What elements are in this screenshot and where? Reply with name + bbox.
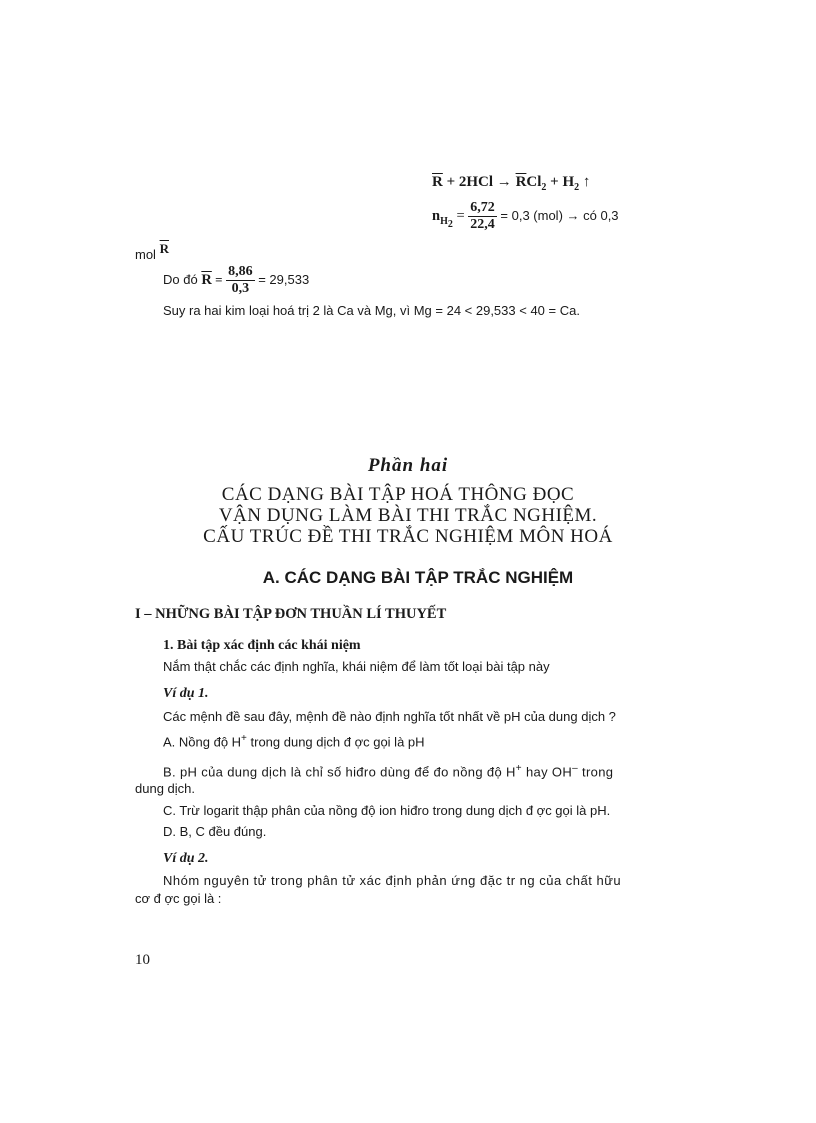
section-a-heading: A. CÁC DẠNG BÀI TẬP TRẮC NGHIỆM <box>262 568 574 587</box>
do-do-lead: Do đó <box>163 271 198 287</box>
vidu2-line2: cơ đ ợc gọi là : <box>135 891 222 906</box>
n-symbol: n <box>432 207 441 224</box>
option-b-post: trong <box>578 764 614 780</box>
vidu1-option-b-line2: dung dịch. <box>135 781 195 796</box>
nh2-numerator: 6,72 <box>470 200 495 215</box>
nh2-equals: = <box>452 207 465 224</box>
option-b-sup: + <box>515 763 522 774</box>
vidu1-option-b <box>163 763 613 779</box>
mol-word: mol <box>135 247 156 262</box>
option-a-pre: A. Nồng độ H <box>163 734 242 750</box>
suy-ra-line: Suy ra hai kim loại hoá trị 2 là Ca và Mg, vì Mg = 24 < 29,533 < 40 = Ca. <box>163 303 580 318</box>
nh2-equation <box>432 200 619 233</box>
mol-r-symbol: $\overline{R}$ <box>159 241 169 256</box>
mol-text <box>135 241 169 263</box>
option-a-sup: + <box>241 733 247 744</box>
vidu1-question: Các mệnh đề sau đây, mệnh đề nào định nghĩa tốt nhất về pH của dung dịch ? <box>163 709 616 724</box>
nh2-denominator: 22,4 <box>470 217 495 232</box>
option-b-mid: hay OH <box>521 764 573 780</box>
vidu1-option-a <box>163 733 425 749</box>
option-a-post: trong dung dịch đ ợc gọi là pH <box>246 734 425 750</box>
page-number: 10 <box>135 952 150 968</box>
n-sub: H2 <box>440 215 453 230</box>
do-do-r: $\overline{R}$ <box>201 271 212 288</box>
reaction-plus-h: + H <box>546 174 575 190</box>
nh2-result: = 0,3 (mol) → có 0,3 <box>496 207 619 223</box>
reaction-middle: + 2HCl → <box>442 174 516 190</box>
do-do-line <box>163 264 309 297</box>
section-i-heading: I – NHỮNG BÀI TẬP ĐƠN THUẦN LÍ THUYẾT <box>135 606 447 622</box>
nh2-fraction <box>468 200 497 233</box>
do-do-numerator: 8,86 <box>228 264 253 279</box>
part-title-line1: CÁC DẠNG BÀI TẬP HOÁ THÔNG ĐỌC <box>221 484 575 505</box>
vidu2-line1: Nhóm nguyên tử trong phân tử xác định phản ứng đặc tr ng của chất hữu <box>163 873 622 888</box>
vidu1-option-d: D. B, C đều đúng. <box>163 824 267 839</box>
gas-arrow: ↑ <box>579 174 591 190</box>
reaction-equation <box>432 174 590 193</box>
sub1-title: 1. Bài tập xác định các khái niệm <box>163 638 361 653</box>
option-b-sup2: – <box>572 763 579 774</box>
do-do-denominator: 0,3 <box>231 281 250 296</box>
vidu1-option-c: C. Trừ logarit thập phân của nồng độ ion hiđro trong dung dịch đ ợc gọi là pH. <box>163 803 611 818</box>
sub1-intro: Nắm thật chắc các định nghĩa, khái niệm để làm tốt loại bài tập này <box>163 659 550 674</box>
r-bar-symbol: $\overline{R}$ <box>432 174 443 190</box>
do-do-result: = 29,533 <box>254 271 310 287</box>
part-title-line2: VẬN DỤNG LÀM BÀI THI TRẮC NGHIỆM. <box>218 505 598 526</box>
cl-subscript: 2 <box>541 182 547 193</box>
reaction-cl: Cl <box>526 174 542 190</box>
option-b-pre: B. pH của dung dịch là chỉ số hiđro dùng để đo nồng độ H <box>163 764 516 780</box>
vidu1-label: Ví dụ 1. <box>163 686 209 701</box>
h-subscript: 2 <box>574 182 580 193</box>
part-title-line3: CẤU TRÚC ĐỀ THI TRẮC NGHIỆM MÔN HOÁ <box>203 526 613 547</box>
r-bar-product: $\overline{R}$ <box>515 174 527 190</box>
part-label: Phần hai <box>367 455 449 476</box>
do-do-fraction <box>226 264 255 297</box>
do-do-eq: = <box>211 271 223 287</box>
vidu2-label: Ví dụ 2. <box>163 851 209 866</box>
